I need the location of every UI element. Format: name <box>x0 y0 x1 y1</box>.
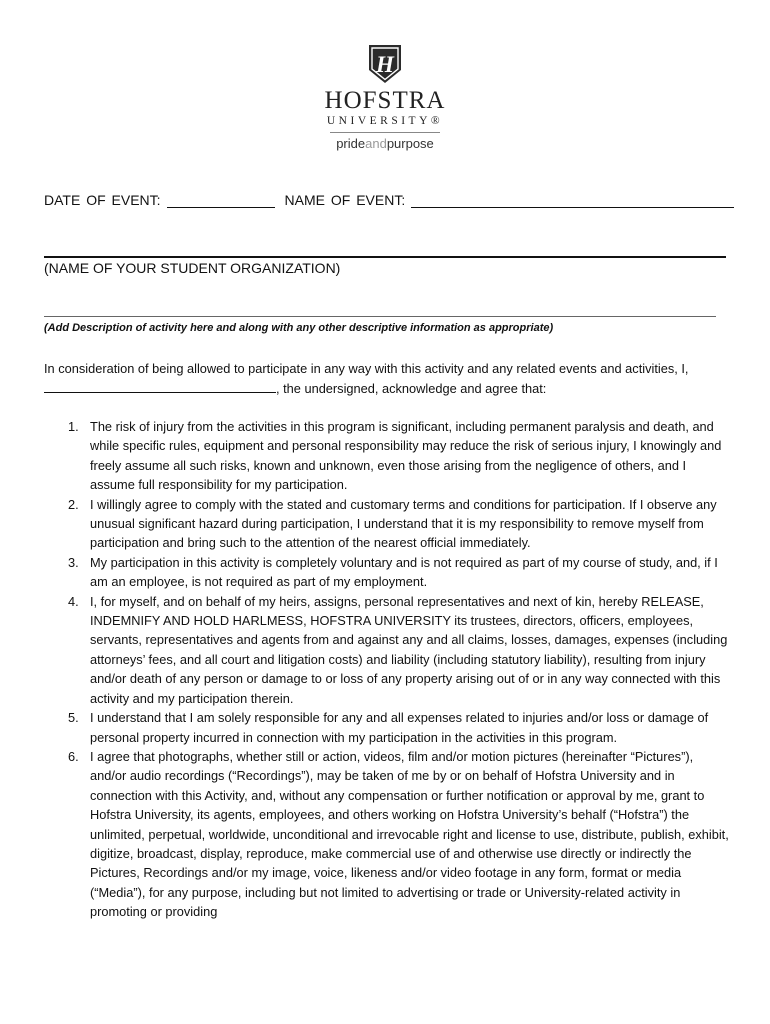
name-of-event-label: NAME OF EVENT: <box>284 192 406 208</box>
tagline <box>0 136 770 152</box>
terms-list <box>44 417 730 922</box>
logo-divider <box>330 132 440 133</box>
organization-label: (NAME OF YOUR STUDENT ORGANIZATION) <box>44 260 341 276</box>
term-number: 6. <box>68 748 79 764</box>
description-hint: (Add Description of activity here and along with any other descriptive information as appropriate) <box>44 322 554 334</box>
event-fields-row <box>44 192 734 208</box>
date-of-event-label: DATE OF EVENT: <box>44 192 161 208</box>
term-number: 1. <box>68 419 79 434</box>
term-item <box>44 592 730 708</box>
tagline-pride: pride <box>336 136 366 151</box>
organization-name-field[interactable] <box>44 256 726 258</box>
term-item <box>44 417 730 495</box>
logo-name: HOFSTRA <box>324 87 446 114</box>
shield-monogram: H <box>376 52 394 77</box>
hofstra-logo <box>0 44 770 152</box>
term-item <box>44 495 730 553</box>
term-number: 2. <box>68 496 79 512</box>
term-text: I willingly agree to comply with the stated and customary terms and conditions for participation. If I observe any unusual significant hazard during participation, I understand that it is my responsibility to remove myself from participation and bring such to the attention of the nearest official immediately. <box>90 496 717 551</box>
name-of-event-field[interactable] <box>411 193 734 208</box>
term-text: I, for myself, and on behalf of my heirs, assigns, personal representatives and next of kin, hereby RELEASE, INDEMNIFY AND HOLD HARLMESS, HOFSTRA UNIVERSITY its trustees, directors, officers, employees, servants, representatives and agents from and against any and all claims, losses, damages, expenses (including attorneys’ fees, and all court and litigation costs) and liability (including statutory liability), resulting from injury and/or death of any person or damage to or loss of any property arising out of or in any way connected with this activity and my participation therein. <box>90 593 728 706</box>
term-item <box>44 553 730 592</box>
term-number: 3. <box>68 554 79 570</box>
intro-text-start: In consideration of being allowed to participate in any way with this activity and any related events and activities, I, <box>44 361 689 376</box>
term-item <box>44 708 730 747</box>
tagline-purpose: purpose <box>386 136 434 151</box>
term-text: I understand that I am solely responsible for any and all expenses related to injuries and/or loss or damage of personal property incurred in connection with my participation in the activities in this program. <box>90 710 709 745</box>
tagline-and: and <box>365 136 387 151</box>
activity-description-field[interactable] <box>44 316 716 317</box>
intro-paragraph <box>44 359 734 399</box>
term-text: My participation in this activity is completely voluntary and is not required as part of my course of study, and, if I am an employee, is not required as part of my employment. <box>90 554 718 590</box>
shield-icon <box>368 44 402 84</box>
logo-subtitle: UNIVERSITY® <box>326 115 444 127</box>
term-text: The risk of injury from the activities in this program is significant, including permanent paralysis and death, and while specific rules, equipment and personal responsibility may reduce the risk of serious injury, I knowingly and freely assume all such risks, known and unknown, even those arising from the negligence of others, and I assume full responsibility for my participation. <box>90 419 722 493</box>
term-number: 5. <box>68 710 79 726</box>
term-number: 4. <box>68 593 79 609</box>
participant-name-field[interactable] <box>44 380 276 393</box>
term-item <box>44 747 730 922</box>
date-of-event-field[interactable] <box>167 193 275 208</box>
term-text: I agree that photographs, whether still or action, videos, film and/or motion pictures (hereinafter “Pictures”), and/or audio recordings (“Recordings”), may be taken of me by or on behalf of Hofstra University and in connection with this Activity, and, without any compensation or further notification or approval by me, grant to Hofstra University, its agents, employees, and others working on Hofstra University’s behalf (“Hofstra”) the unlimited, perpetual, worldwide, unconditional and irrevocable right and license to use, distribute, publish, exhibit, digitize, broadcast, display, reproduce, make commercial use of and otherwise use directly or indirectly the Pictures, Recordings and/or my image, voice, likeness and/or video footage in any form, format or media (“Media”), for any purpose, including but not limited to advertising or trade or University-related activity in promoting or providing <box>90 748 729 920</box>
intro-text-end: , the undersigned, acknowledge and agree that: <box>276 381 547 396</box>
